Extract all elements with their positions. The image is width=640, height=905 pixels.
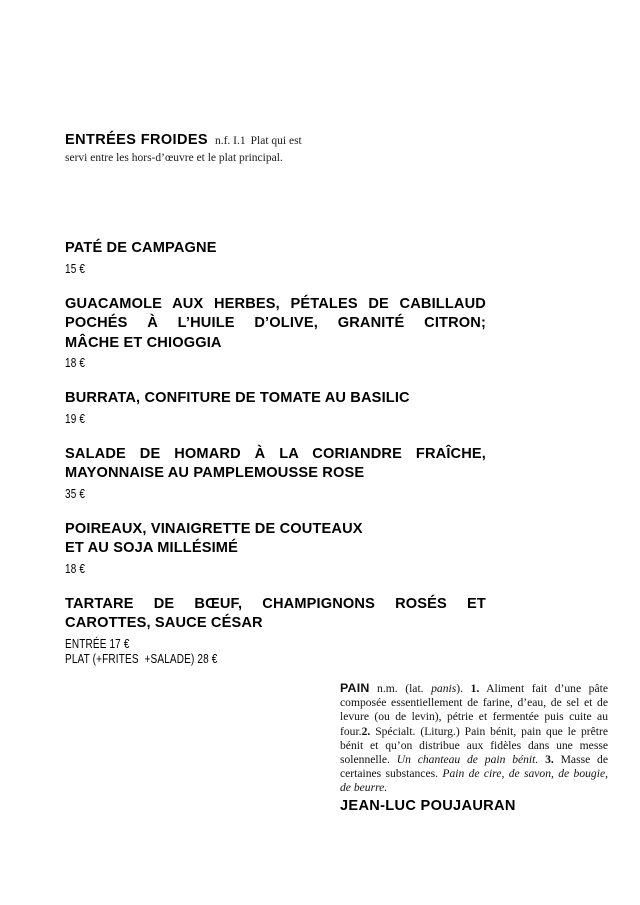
price-block: [65, 562, 486, 577]
footer-headword: PAIN: [340, 681, 370, 695]
footer-etymology: panis: [431, 682, 457, 695]
footer-grammar: n.m. (lat.: [377, 682, 432, 695]
price-block: [65, 637, 486, 667]
dish-name-line: CAROTTES, SAUCE CÉSAR: [65, 615, 263, 631]
dish-name: [65, 445, 486, 484]
section-headword: ENTRÉES FROIDES: [65, 132, 208, 148]
menu-item-list: [65, 239, 486, 667]
footer-sense-2-example: Un chanteau de pain bénit.: [396, 753, 539, 767]
section-header: [65, 131, 485, 165]
dish-name-line: POCHÉS À L’HUILE D’OLIVE, GRANITÉ CITRON;: [65, 315, 486, 331]
price: 35 €: [65, 486, 86, 501]
footer-definition-text: [340, 681, 608, 796]
signature: JEAN-LUC POUJAURAN: [340, 797, 516, 814]
section-grammar-label: n.f. I.1: [214, 135, 246, 147]
price: 18 €: [65, 356, 86, 370]
footer-sense-1-text: Aliment fait d’une pâte composée essentiellement de farine, d’eau, de sel et de levure (ou de levin), pétrie et fermentée puis cuite au four.: [340, 682, 608, 738]
menu-item: [65, 295, 486, 372]
footer-dictionary-entry: [340, 681, 608, 814]
section-definition-line2: servi entre les hors-d’œuvre et le plat principal.: [65, 152, 283, 164]
dish-name: [65, 239, 486, 259]
footer-sense-3-example: Pain de cire, de savon, de bougie, de beurre.: [340, 767, 608, 795]
price-block: [65, 412, 486, 427]
price: 19 €: [65, 411, 86, 426]
dish-name-line: POIREAUX, VINAIGRETTE DE COUTEAUX: [65, 520, 363, 537]
price-block: [65, 262, 486, 277]
dish-name: [65, 595, 486, 634]
dish-name: [65, 295, 486, 354]
footer-sense-2-number: 2.: [361, 724, 371, 738]
menu-item: [65, 595, 486, 667]
dish-name-line: GUACAMOLE AUX HERBES, PÉTALES DE CABILLAUD: [65, 295, 486, 312]
dish-name-line: MÂCHE ET CHIOGGIA: [65, 334, 222, 351]
dish-name: [65, 520, 486, 559]
dish-name-line: PATÉ DE CAMPAGNE: [65, 240, 217, 256]
menu-item: [65, 445, 486, 502]
price: ENTRÉE 17 €: [65, 636, 130, 651]
dish-name: [65, 389, 486, 409]
price: 18 €: [65, 561, 86, 576]
dish-name-line: SALADE DE HOMARD À LA CORIANDRE FRAÎCHE,: [65, 445, 486, 462]
price: PLAT (+FRITES +SALADE) 28 €: [65, 651, 218, 666]
dish-name-line: BURRATA, CONFITURE DE TOMATE AU BASILIC: [65, 390, 410, 406]
section-definition-line1: Plat qui est: [250, 135, 302, 147]
footer-sense-3-text: Masse de certaines substances.: [340, 753, 608, 781]
footer-grammar-close: ).: [456, 682, 471, 695]
menu-item: [65, 389, 486, 427]
dish-name-line: MAYONNAISE AU PAMPLEMOUSSE ROSE: [65, 465, 365, 481]
footer-sense-3-number: 3.: [538, 753, 554, 767]
price-block: [65, 356, 486, 371]
price-block: [65, 487, 486, 502]
dish-name-line: ET AU SOJA MILLÉSIMÉ: [65, 540, 239, 556]
price: 15 €: [65, 261, 86, 276]
footer-sense-2-text: Spécialt. (Liturg.) Pain bénit, pain que le prêtre bénit et qu’on distribue aux fidèles dans une messe solennelle.: [340, 724, 608, 767]
dish-name-line: TARTARE DE BŒUF, CHAMPIGNONS ROSÉS ET: [65, 595, 486, 612]
footer-sense-1-number: 1.: [470, 682, 480, 695]
menu-item: [65, 239, 486, 277]
menu-item: [65, 520, 486, 577]
